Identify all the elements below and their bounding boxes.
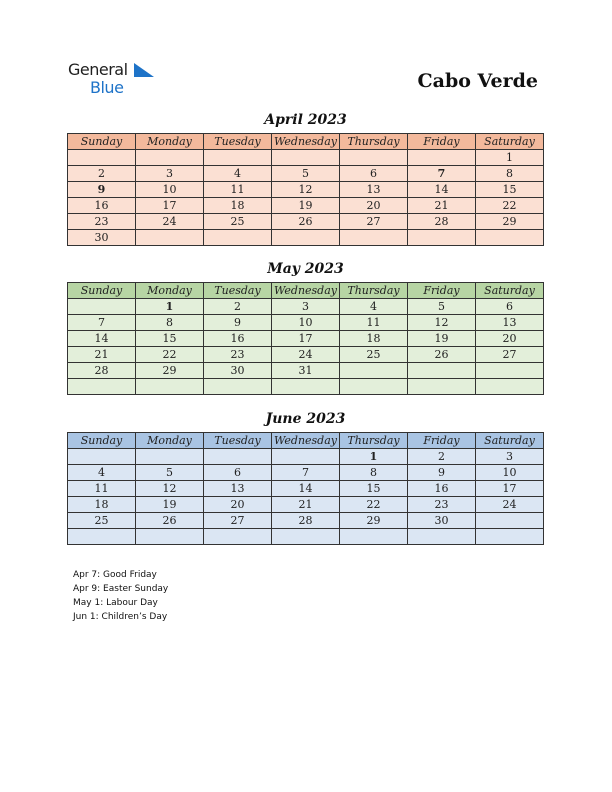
day-cell: 27: [340, 214, 408, 230]
week-row: [68, 379, 544, 395]
day-cell: 27: [476, 347, 544, 363]
day-cell: 10: [136, 182, 204, 198]
empty-day-cell: [340, 529, 408, 545]
weekday-header: Tuesday: [204, 433, 272, 449]
empty-day-cell: [272, 230, 340, 246]
day-cell: 5: [136, 465, 204, 481]
day-cell: 15: [476, 182, 544, 198]
day-cell: 24: [272, 347, 340, 363]
weekday-header-row: [68, 283, 544, 299]
day-cell: 28: [408, 214, 476, 230]
weekday-header: Saturday: [476, 134, 544, 150]
day-cell: 29: [340, 513, 408, 529]
day-cell: 22: [340, 497, 408, 513]
day-cell: 22: [476, 198, 544, 214]
day-cell: 23: [204, 347, 272, 363]
day-cell: 24: [136, 214, 204, 230]
day-cell: 5: [408, 299, 476, 315]
holiday-item: Apr 7: Good Friday: [73, 570, 157, 580]
logo: [68, 60, 168, 100]
weekday-header: Tuesday: [204, 134, 272, 150]
day-cell: 29: [476, 214, 544, 230]
empty-day-cell: [136, 150, 204, 166]
empty-day-cell: [408, 150, 476, 166]
day-cell: 8: [136, 315, 204, 331]
empty-day-cell: [204, 529, 272, 545]
empty-day-cell: [204, 150, 272, 166]
month-title-may: May 2023: [267, 261, 344, 277]
day-cell: 17: [476, 481, 544, 497]
day-cell: 13: [476, 315, 544, 331]
empty-day-cell: [204, 230, 272, 246]
day-cell: 13: [204, 481, 272, 497]
day-cell: 26: [408, 347, 476, 363]
day-cell: 11: [68, 481, 136, 497]
week-row: [68, 230, 544, 246]
day-cell: 28: [272, 513, 340, 529]
empty-day-cell: [408, 363, 476, 379]
weekday-header: Wednesday: [272, 283, 340, 299]
empty-day-cell: [136, 379, 204, 395]
day-cell: 30: [204, 363, 272, 379]
day-cell: 18: [204, 198, 272, 214]
logo-triangle-icon: [134, 63, 154, 77]
holiday-item: Jun 1: Children’s Day: [73, 612, 168, 622]
weekday-header: Monday: [136, 134, 204, 150]
day-cell: 21: [408, 198, 476, 214]
weekday-header: Saturday: [476, 283, 544, 299]
weekday-header: Friday: [408, 134, 476, 150]
day-cell: 4: [68, 465, 136, 481]
day-cell: 8: [476, 166, 544, 182]
month-title-april: April 2023: [264, 112, 347, 128]
weekday-header: Saturday: [476, 433, 544, 449]
day-cell: 2: [408, 449, 476, 465]
day-cell: 31: [272, 363, 340, 379]
day-cell: 6: [204, 465, 272, 481]
week-row: [68, 449, 544, 465]
week-row: [68, 363, 544, 379]
holiday-item: Apr 9: Easter Sunday: [73, 584, 169, 594]
calendar-may: [67, 282, 544, 395]
week-row: [68, 315, 544, 331]
empty-day-cell: [340, 363, 408, 379]
week-row: [68, 529, 544, 545]
day-cell: 14: [272, 481, 340, 497]
day-cell: 8: [340, 465, 408, 481]
day-cell: 1: [340, 449, 408, 465]
day-cell: 16: [68, 198, 136, 214]
empty-day-cell: [476, 513, 544, 529]
weekday-header: Friday: [408, 283, 476, 299]
empty-day-cell: [68, 449, 136, 465]
day-cell: 15: [136, 331, 204, 347]
day-cell: 3: [476, 449, 544, 465]
weekday-header: Monday: [136, 283, 204, 299]
day-cell: 25: [204, 214, 272, 230]
empty-day-cell: [340, 150, 408, 166]
empty-day-cell: [408, 230, 476, 246]
day-cell: 21: [68, 347, 136, 363]
empty-day-cell: [272, 150, 340, 166]
empty-day-cell: [476, 363, 544, 379]
day-cell: 9: [408, 465, 476, 481]
day-cell: 11: [340, 315, 408, 331]
week-row: [68, 150, 544, 166]
country-title: Cabo Verde: [417, 70, 538, 92]
holiday-item: May 1: Labour Day: [73, 598, 158, 608]
week-row: [68, 331, 544, 347]
logo-text-blue: Blue: [90, 78, 124, 97]
weekday-header: Thursday: [340, 433, 408, 449]
day-cell: 4: [204, 166, 272, 182]
empty-day-cell: [340, 379, 408, 395]
empty-day-cell: [272, 449, 340, 465]
week-row: [68, 513, 544, 529]
day-cell: 2: [204, 299, 272, 315]
calendar-april: [67, 133, 544, 246]
week-row: [68, 481, 544, 497]
day-cell: 19: [408, 331, 476, 347]
weekday-header: Thursday: [340, 283, 408, 299]
week-row: [68, 214, 544, 230]
empty-day-cell: [68, 150, 136, 166]
day-cell: 20: [476, 331, 544, 347]
day-cell: 18: [340, 331, 408, 347]
day-cell: 26: [136, 513, 204, 529]
empty-day-cell: [408, 379, 476, 395]
day-cell: 20: [204, 497, 272, 513]
weekday-header: Sunday: [68, 283, 136, 299]
day-cell: 2: [68, 166, 136, 182]
weekday-header: Thursday: [340, 134, 408, 150]
day-cell: 17: [136, 198, 204, 214]
day-cell: 22: [136, 347, 204, 363]
day-cell: 6: [476, 299, 544, 315]
day-cell: 23: [408, 497, 476, 513]
day-cell: 3: [136, 166, 204, 182]
day-cell: 14: [68, 331, 136, 347]
day-cell: 23: [68, 214, 136, 230]
day-cell: 21: [272, 497, 340, 513]
empty-day-cell: [408, 529, 476, 545]
empty-day-cell: [68, 529, 136, 545]
day-cell: 12: [136, 481, 204, 497]
weekday-header-row: [68, 433, 544, 449]
weekday-header: Wednesday: [272, 134, 340, 150]
day-cell: 1: [136, 299, 204, 315]
day-cell: 26: [272, 214, 340, 230]
empty-day-cell: [204, 449, 272, 465]
empty-day-cell: [136, 230, 204, 246]
empty-day-cell: [476, 379, 544, 395]
day-cell: 24: [476, 497, 544, 513]
day-cell: 9: [68, 182, 136, 198]
day-cell: 18: [68, 497, 136, 513]
day-cell: 12: [408, 315, 476, 331]
empty-day-cell: [68, 379, 136, 395]
day-cell: 16: [204, 331, 272, 347]
weekday-header: Tuesday: [204, 283, 272, 299]
day-cell: 19: [272, 198, 340, 214]
weekday-header: Monday: [136, 433, 204, 449]
empty-day-cell: [136, 529, 204, 545]
day-cell: 3: [272, 299, 340, 315]
week-row: [68, 465, 544, 481]
empty-day-cell: [340, 230, 408, 246]
calendar-june: [67, 432, 544, 545]
day-cell: 15: [340, 481, 408, 497]
weekday-header: Wednesday: [272, 433, 340, 449]
weekday-header-row: [68, 134, 544, 150]
empty-day-cell: [476, 529, 544, 545]
day-cell: 17: [272, 331, 340, 347]
day-cell: 12: [272, 182, 340, 198]
day-cell: 25: [340, 347, 408, 363]
weekday-header: Sunday: [68, 134, 136, 150]
week-row: [68, 182, 544, 198]
logo-text-general: General: [68, 60, 128, 79]
week-row: [68, 198, 544, 214]
day-cell: 10: [272, 315, 340, 331]
week-row: [68, 166, 544, 182]
empty-day-cell: [476, 230, 544, 246]
day-cell: 1: [476, 150, 544, 166]
day-cell: 25: [68, 513, 136, 529]
day-cell: 14: [408, 182, 476, 198]
holiday-list: [73, 568, 168, 624]
day-cell: 19: [136, 497, 204, 513]
month-title-june: June 2023: [265, 411, 346, 427]
week-row: [68, 347, 544, 363]
day-cell: 27: [204, 513, 272, 529]
day-cell: 7: [68, 315, 136, 331]
week-row: [68, 299, 544, 315]
day-cell: 30: [408, 513, 476, 529]
day-cell: 5: [272, 166, 340, 182]
empty-day-cell: [272, 379, 340, 395]
day-cell: 4: [340, 299, 408, 315]
empty-day-cell: [136, 449, 204, 465]
day-cell: 7: [408, 166, 476, 182]
empty-day-cell: [68, 299, 136, 315]
day-cell: 29: [136, 363, 204, 379]
empty-day-cell: [204, 379, 272, 395]
empty-day-cell: [272, 529, 340, 545]
weekday-header: Sunday: [68, 433, 136, 449]
day-cell: 30: [68, 230, 136, 246]
day-cell: 9: [204, 315, 272, 331]
day-cell: 11: [204, 182, 272, 198]
day-cell: 13: [340, 182, 408, 198]
day-cell: 6: [340, 166, 408, 182]
day-cell: 20: [340, 198, 408, 214]
week-row: [68, 497, 544, 513]
day-cell: 10: [476, 465, 544, 481]
day-cell: 7: [272, 465, 340, 481]
weekday-header: Friday: [408, 433, 476, 449]
day-cell: 16: [408, 481, 476, 497]
day-cell: 28: [68, 363, 136, 379]
